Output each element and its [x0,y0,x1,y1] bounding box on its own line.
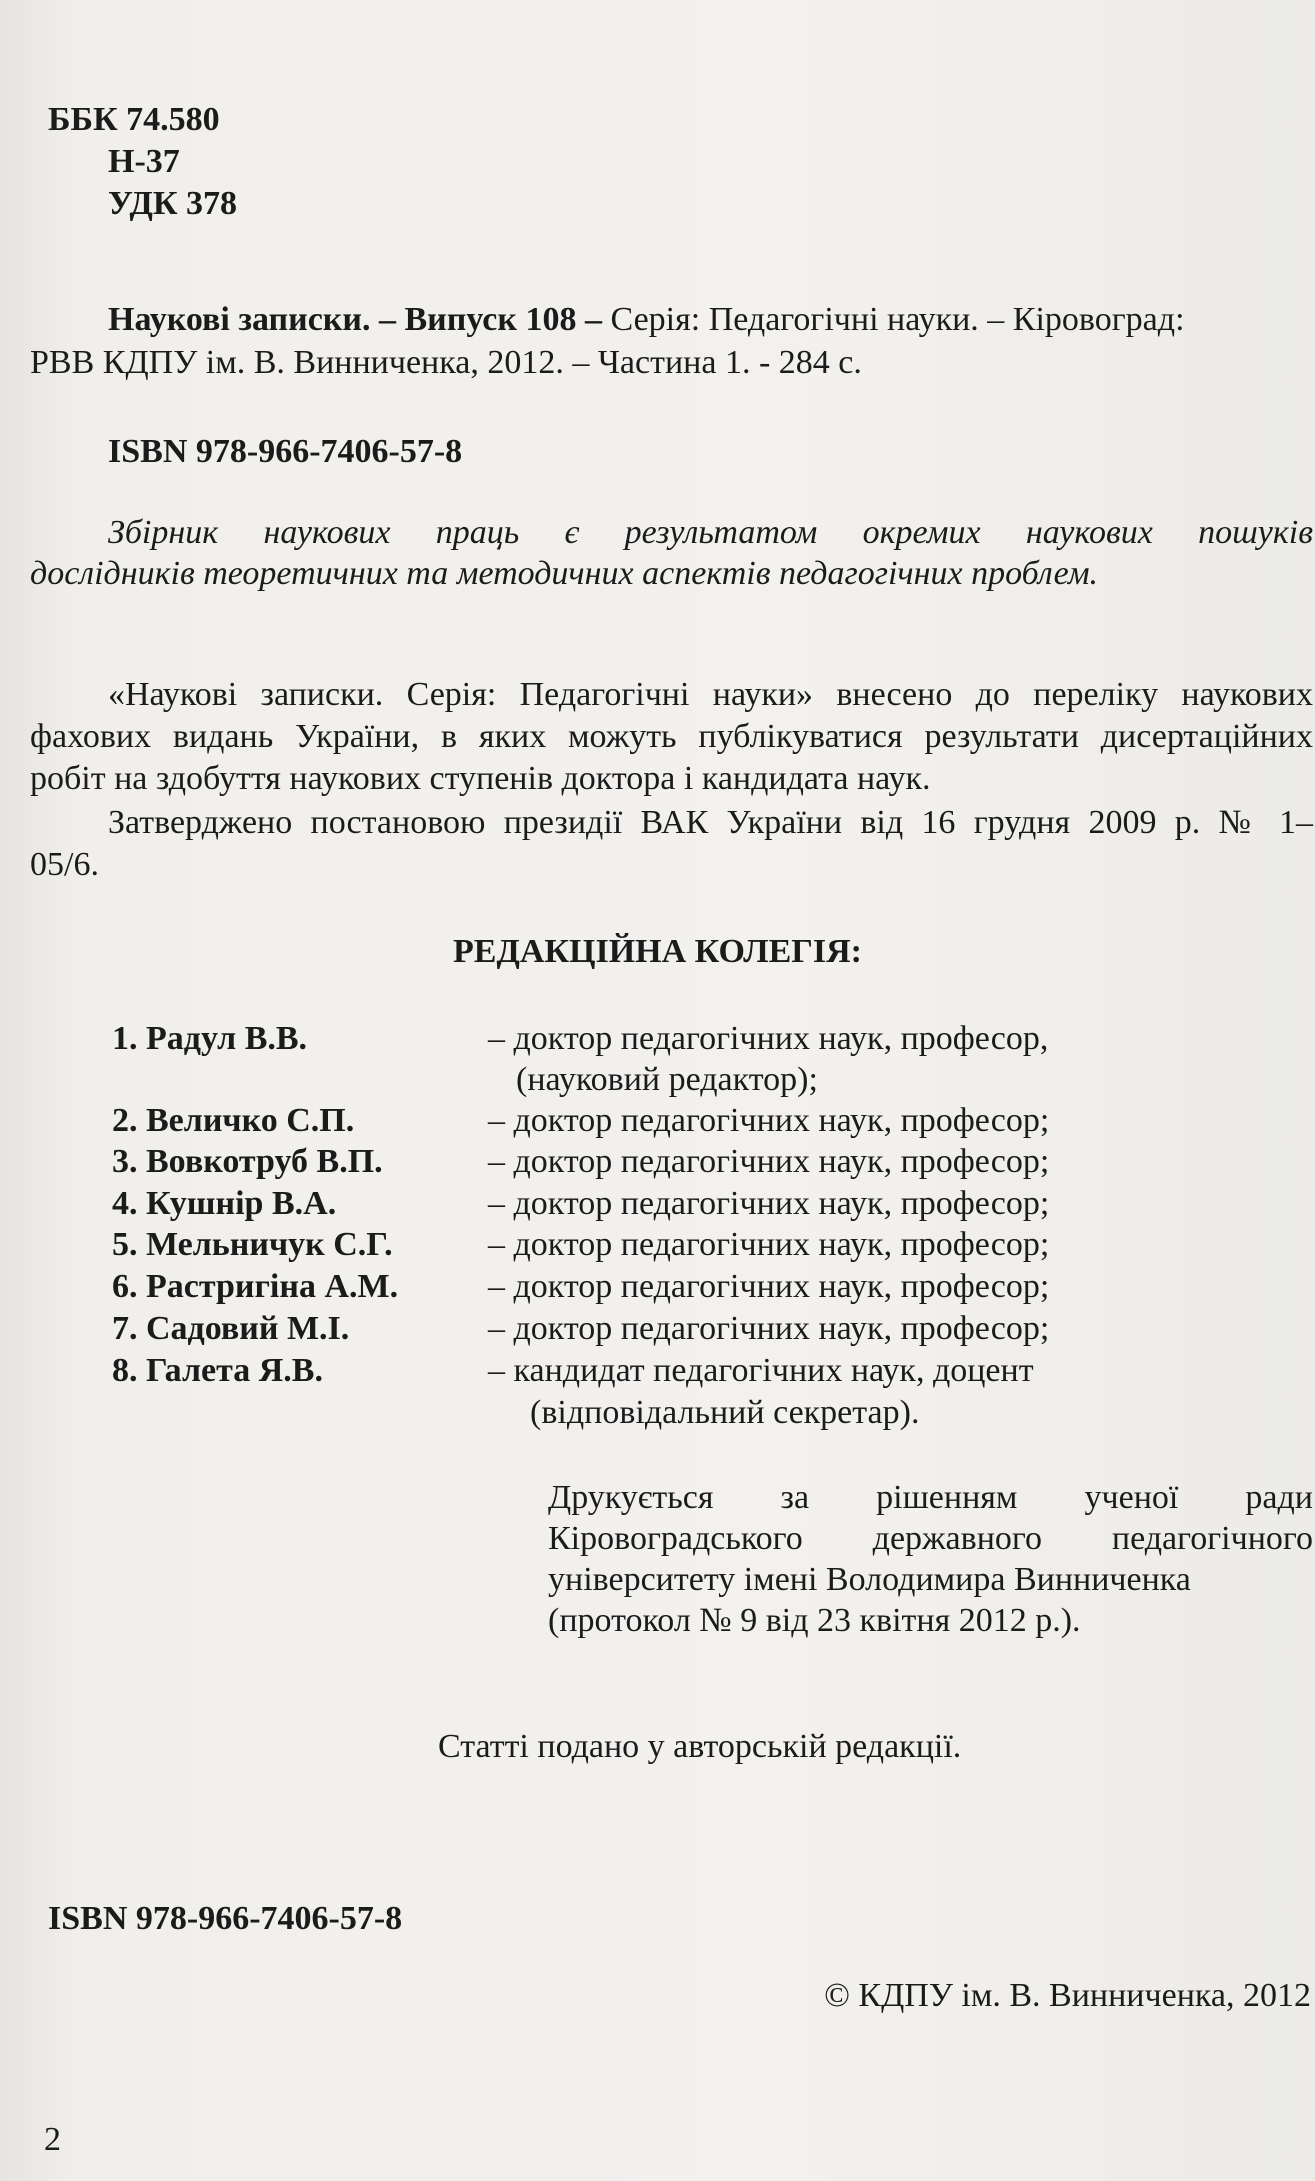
board-member-name: 8. Галета Я.В. [112,1352,323,1389]
board-member-name: 2. Величко С.П. [112,1102,355,1139]
board-member-role: – доктор педагогічних наук, професор, [488,1020,1049,1057]
board-member-role-note: (науковий редактор); [516,1061,818,1098]
board-member-role-note: (відповідальний секретар). [530,1394,920,1431]
isbn-top: ISBN 978-966-7406-57-8 [108,433,463,470]
board-member-name: 6. Растригіна А.М. [112,1268,399,1305]
isbn-bottom: ISBN 978-966-7406-57-8 [48,1900,403,1937]
board-member-role: – доктор педагогічних наук, професор; [488,1226,1050,1263]
board-title: РЕДАКЦІЙНА КОЛЕГІЯ: [453,933,862,970]
copyright: © КДПУ ім. В. Винниченка, 2012 [824,1977,1311,2014]
board-member-name: 1. Радул В.В. [112,1020,308,1057]
listing-line-3: робіт на здобуття наукових ступенів доктора і кандидата наук. [30,760,931,797]
abstract-line-2: дослідників теоретичних та методичних аспектів педагогічних проблем. [30,555,1099,592]
board-member-role: – доктор педагогічних наук, професор; [488,1268,1050,1305]
board-member-name: 5. Мельничук С.Г. [112,1226,393,1263]
board-member-name: 3. Вовкотруб В.П. [112,1143,383,1180]
citation-line-2: РВВ КДПУ ім. В. Винниченка, 2012. – Частина 1. - 284 с. [30,344,862,381]
print-note-line-2: Кіровоградського державного педагогічного [548,1520,1313,1557]
board-member-role: – доктор педагогічних наук, професор; [488,1143,1050,1180]
print-note-line-4: (протокол № 9 від 23 квітня 2012 р.). [548,1602,1081,1639]
citation-line-1 [108,300,1313,340]
listing-line-1: «Наукові записки. Серія: Педагогічні науки» внесено до переліку наукових [108,676,1313,713]
approval-line-2: 05/6. [30,846,99,883]
approval-line-1: Затверджено постановою президії ВАК України від 16 грудня 2009 р. № 1– [108,804,1313,841]
print-note-line-3: університету імені Володимира Винниченка [548,1561,1191,1598]
abstract-line-1: Збірник наукових праць є результатом окремих наукових пошуків [108,514,1313,551]
board-member-name: 7. Садовий М.І. [112,1310,350,1347]
listing-line-2: фахових видань України, в яких можуть публікуватися результати дисертаційних [30,718,1313,755]
citation-series: Серія: Педагогічні науки. – Кіровоград: [601,301,1185,338]
page-number: 2 [44,2121,61,2158]
udk-code: УДК 378 [108,185,238,222]
n-code: Н-37 [108,143,180,180]
citation-title: Наукові записки. – Випуск 108 – [108,301,602,338]
board-member-role: – доктор педагогічних наук, професор; [488,1102,1050,1139]
board-member-role: – доктор педагогічних наук, професор; [488,1310,1050,1347]
board-member-role: – доктор педагогічних наук, професор; [488,1185,1050,1222]
bbk-code: ББК 74.580 [48,101,220,138]
board-member-name: 4. Кушнір В.А. [112,1185,337,1222]
print-note-line-1: Друкується за рішенням ученої ради [548,1479,1313,1516]
board-member-role: – кандидат педагогічних наук, доцент [488,1352,1034,1389]
author-note: Статті подано у авторській редакції. [438,1728,962,1765]
